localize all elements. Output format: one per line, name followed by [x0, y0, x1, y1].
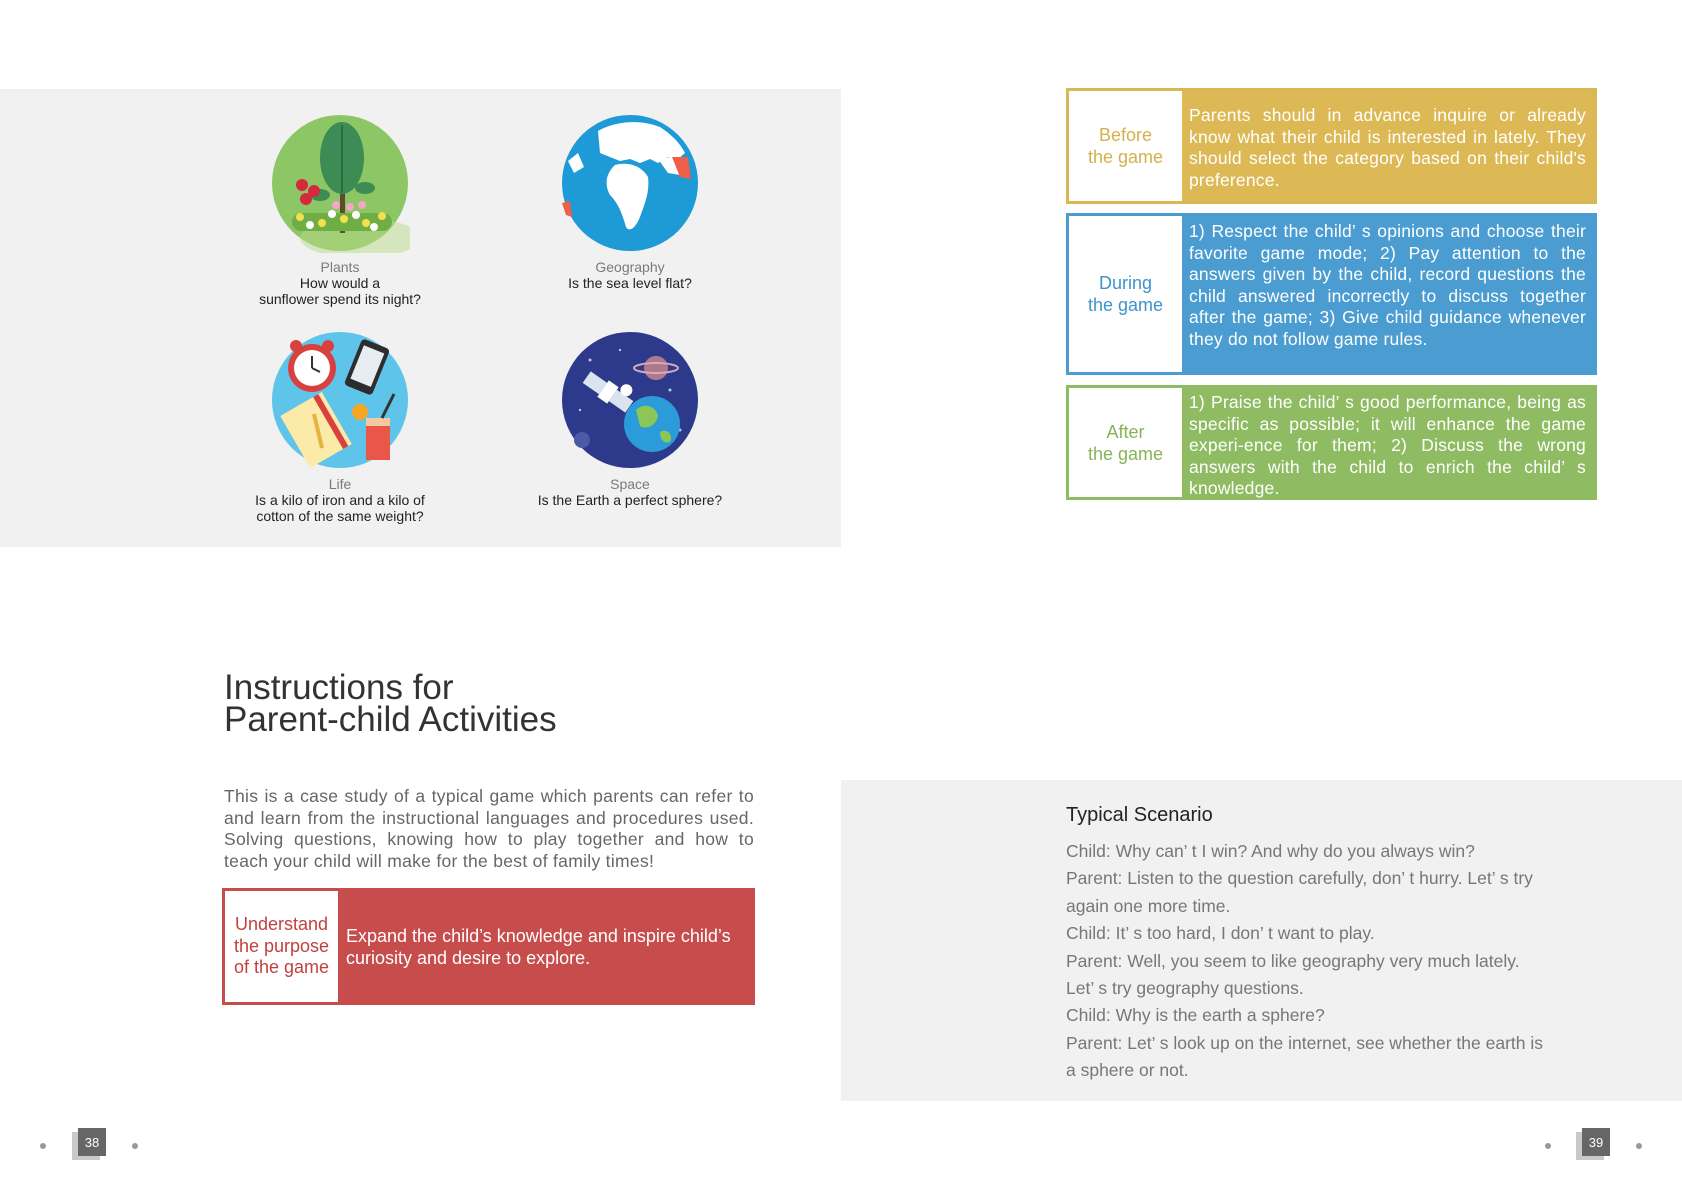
category-question: How would a sunflower spend its night?	[259, 275, 421, 307]
page-title: Instructions for Parent-child Activities	[224, 668, 557, 739]
before-game-box	[1066, 88, 1597, 204]
dialogue-line: a sphere or not.	[1066, 1060, 1189, 1081]
category-name: Space	[610, 476, 650, 492]
during-game-text: 1) Respect the child’ s opinions and choose their favorite game mode; 2) Pay attention to the answers given by the child, record questions the child answered incorrectly to discuss together after the game; 3) Give child guidance whenever they do not follow game rules.	[1182, 216, 1594, 372]
category-geography	[500, 113, 760, 291]
before-game-label: Before the game	[1069, 91, 1182, 201]
category-question: Is a kilo of iron and a kilo of cotton of the same weight?	[255, 492, 425, 524]
during-game-box	[1066, 213, 1597, 375]
dialogue-line: Child: Why can’ t I win? And why do you always win?	[1066, 841, 1475, 861]
category-name: Life	[328, 476, 352, 492]
dialogue-line: Child: It’ s too hard, I don’ t want to play.	[1066, 923, 1375, 944]
category-question: Is the sea level flat?	[568, 275, 692, 291]
dialogue-line: Child: Why is the earth a sphere?	[1066, 1005, 1325, 1026]
category-life	[210, 330, 470, 524]
after-game-text: 1) Praise the child’ s good performance, being as specific as possible; it will enhance the game experi-ence for them; 2) Discuss the wrong answers with the child to enrich the child’ s knowledge.	[1182, 388, 1594, 497]
page-dot	[1636, 1143, 1642, 1149]
plant-icon	[270, 113, 410, 253]
after-game-label: After the game	[1069, 388, 1182, 497]
page-number-left: 38	[78, 1128, 106, 1156]
dialogue-line: Parent: Let’ s look up on the internet, see whether the earth is	[1066, 1032, 1544, 1053]
purpose-text: Expand the child’s knowledge and inspire child’s curiosity and desire to explore.	[338, 891, 752, 1002]
category-space	[500, 330, 760, 508]
intro-paragraph: This is a case study of a typical game which parents can refer to and learn from the instructional languages and procedures used. Solving questions, knowing how to play together and how to teach your child will make for the best of family times!	[224, 786, 754, 871]
scenario-title: Typical Scenario	[1066, 804, 1213, 826]
during-game-label: During the game	[1069, 216, 1182, 372]
life-objects-icon	[270, 330, 410, 470]
page-dot	[1545, 1143, 1551, 1149]
dialogue-line: Parent: Listen to the question carefully, don’ t hurry. Let’ s try	[1066, 868, 1533, 889]
dialogue-line: Parent: Well, you seem to like geography very much lately.	[1066, 950, 1520, 971]
purpose-label: Understand the purpose of the game	[225, 891, 338, 1002]
category-question: Is the Earth a perfect sphere?	[537, 492, 723, 508]
dialogue-line: again one more time.	[1066, 895, 1231, 916]
purpose-box	[222, 888, 755, 1005]
space-icon	[560, 330, 700, 470]
page-dot	[40, 1143, 46, 1149]
category-name: Plants	[320, 259, 360, 275]
globe-icon	[560, 113, 700, 253]
category-plants	[210, 113, 470, 307]
page-dot	[132, 1143, 138, 1149]
dialogue-line: Let’ s try geography questions.	[1066, 978, 1304, 999]
scenario-dialogue	[1066, 838, 1606, 1085]
before-game-text: Parents should in advance inquire or already know what their child is interested in lately. They should select the category based on their child's preference.	[1182, 91, 1594, 201]
category-name: Geography	[595, 259, 665, 275]
after-game-box	[1066, 385, 1597, 500]
page-number-right: 39	[1582, 1128, 1610, 1156]
